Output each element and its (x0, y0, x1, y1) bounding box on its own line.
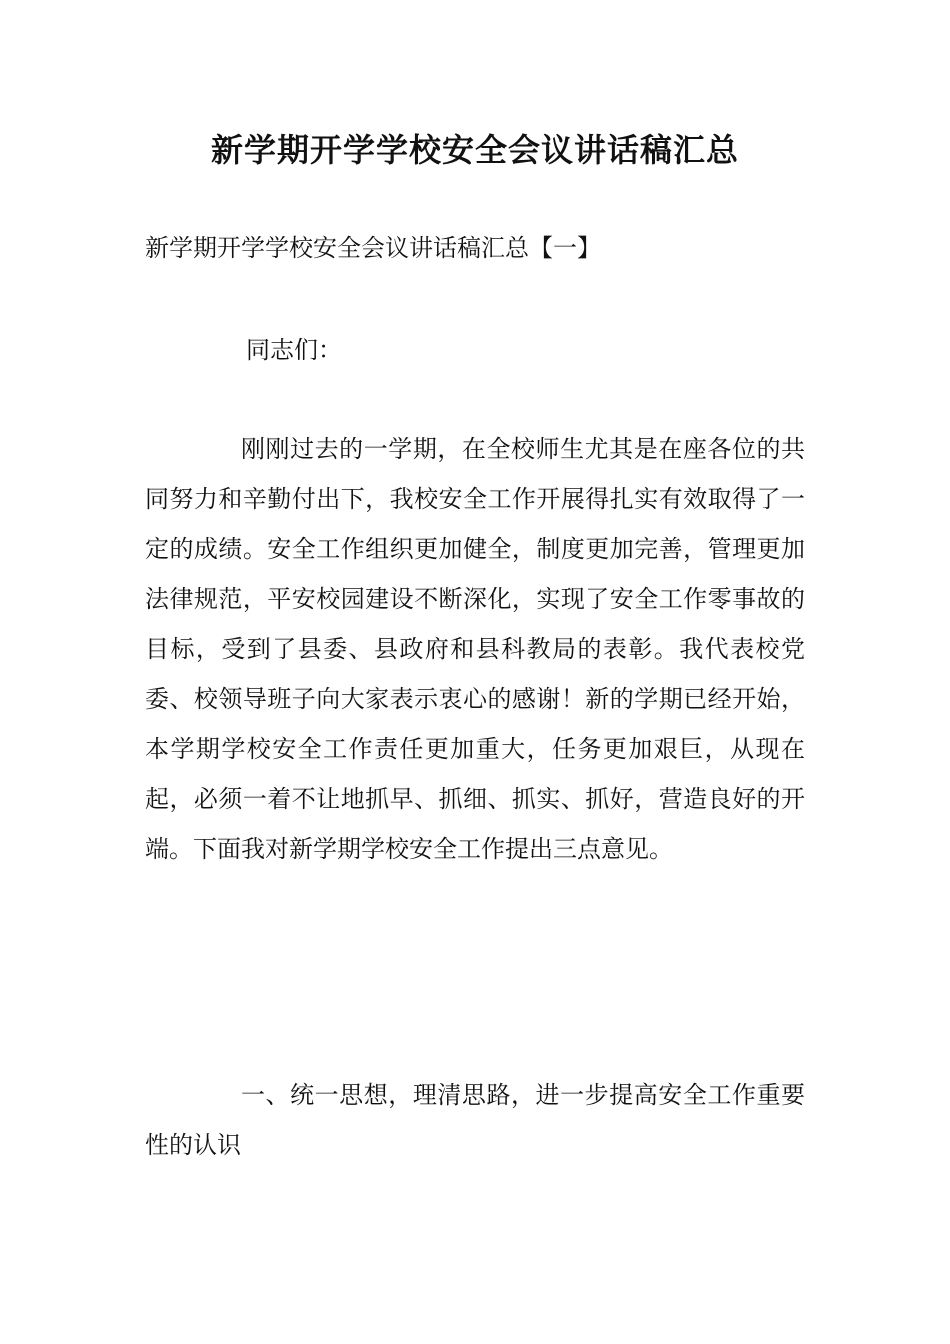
salutation: 同志们： (246, 336, 342, 364)
document-subtitle: 新学期开学学校安全会议讲话稿汇总【一】 (145, 234, 601, 262)
document-title: 新学期开学学校安全会议讲话稿汇总 (210, 131, 739, 169)
body-paragraph: 刚刚过去的一学期，在全校师生尤其是在座各位的共同努力和辛勤付出下，我校安全工作开展得扎实有效取得了一定的成绩。安全工作组织更加健全，制度更加完善，管理更加法律规范，平安校园建设不断深化，实现了安全工作零事故的目标，受到了县委、县政府和县科教局的表彰。我代表校党委、校领导班子向大家表示衷心的感谢！新的学期已经开始，本学期学校安全工作责任更加重大，任务更加艰巨，从现在起，必须一着不让地抓早、抓细、抓实、抓好，营造良好的开端。下面我对新学期学校安全工作提出三点意见。 (145, 435, 805, 863)
section-heading: 一、统一思想，理清思路，进一步提高安全工作重要性的认识 (145, 1081, 805, 1159)
